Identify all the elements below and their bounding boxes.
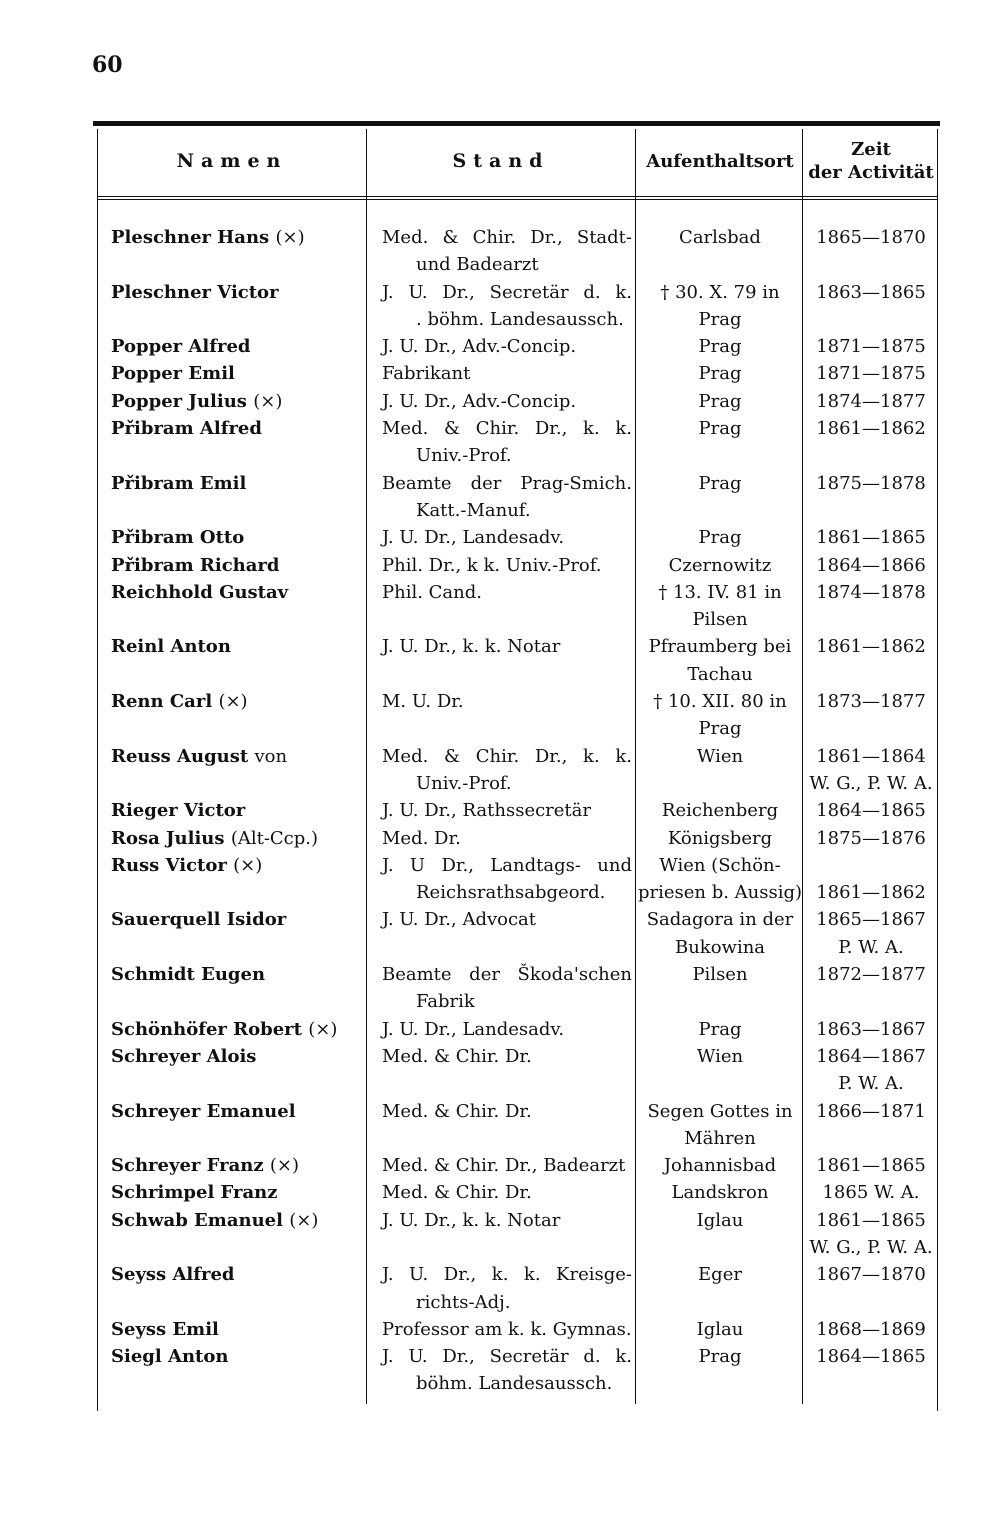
cell-zeit (804, 279, 938, 334)
ort-line: Prag (698, 527, 742, 549)
cell-stand (366, 333, 636, 360)
cell-name (98, 825, 366, 852)
cell-stand (366, 1152, 636, 1179)
cell-name (98, 961, 366, 1016)
cell-zeit (804, 1343, 938, 1398)
person-name: Popper Emil (111, 363, 235, 385)
cell-stand (366, 360, 636, 387)
cell-name (98, 360, 366, 387)
person-name: Schreyer Alois (111, 1045, 257, 1067)
ort-line: Iglau (696, 1209, 744, 1231)
name-suffix: (Alt-Ccp.) (230, 827, 319, 849)
name-suffix: (×) (289, 1209, 319, 1231)
cell-aufenthaltsort (636, 852, 804, 907)
cell-aufenthaltsort (636, 333, 804, 360)
cell-stand (366, 224, 636, 279)
zeit-line: 1863—1865 (816, 281, 926, 303)
ort-line: Wien (696, 745, 744, 767)
stand-line: J. U. Dr., Secretär d. k. (382, 1346, 632, 1368)
person-name: Pleschner Hans (111, 227, 270, 248)
cell-aufenthaltsort (636, 360, 804, 387)
zeit-line: 1875—1878 (816, 472, 926, 494)
ort-line: Segen Gottes in (647, 1100, 793, 1122)
stand-line: Med. & Chir. Dr. (382, 1182, 532, 1204)
cell-aufenthaltsort (636, 470, 804, 525)
stand-line: J. U. Dr., k. k. Notar (382, 1209, 561, 1231)
stand-line: Reichsrathsabgeord. (416, 882, 606, 904)
cell-stand (366, 1343, 636, 1398)
ort-line: Prag (698, 336, 742, 358)
table-row (98, 1343, 938, 1398)
ort-line: Bukowina (674, 936, 766, 958)
cell-zeit (804, 1016, 938, 1043)
ort-line: † 13. IV. 81 in (658, 581, 782, 603)
cell-zeit (804, 224, 938, 279)
cell-aufenthaltsort (636, 279, 804, 334)
cell-zeit (804, 1152, 938, 1179)
cell-zeit (804, 1316, 938, 1343)
stand-line: M. U. Dr. (382, 691, 464, 713)
ort-line: Sadagora in der (646, 909, 794, 931)
cell-name (98, 633, 366, 688)
zeit-line: 1863—1867 (816, 1018, 926, 1040)
person-name: Rieger Victor (111, 800, 246, 822)
zeit-line: 1872—1877 (816, 964, 926, 986)
zeit-line: 1871—1875 (816, 363, 926, 385)
stand-line: Univ.-Prof. (416, 445, 512, 467)
name-suffix: (×) (269, 1155, 299, 1177)
ort-line: Prag (698, 363, 742, 385)
header-zeit (804, 129, 938, 193)
stand-line: J. U. Dr., Rathssecretär (382, 800, 592, 822)
cell-name (98, 279, 366, 334)
stand-line: Univ.-Prof. (416, 772, 512, 794)
cell-stand (366, 852, 636, 907)
zeit-line: 1865—1867 (816, 909, 926, 931)
page-number: 60 (92, 52, 123, 78)
table-row (98, 906, 938, 961)
cell-zeit (804, 579, 938, 634)
cell-zeit (804, 688, 938, 743)
person-name: Přibram Otto (111, 527, 245, 549)
table-row (98, 1261, 938, 1316)
stand-line: Phil. Dr., k k. Univ.-Prof. (382, 554, 602, 576)
cell-aufenthaltsort (636, 1316, 804, 1343)
cell-stand (366, 415, 636, 470)
person-name: Přibram Alfred (111, 418, 262, 440)
person-name: Přibram Emil (111, 472, 247, 494)
zeit-line: 1874—1877 (816, 390, 926, 412)
ort-line: Prag (698, 1346, 742, 1368)
cell-stand (366, 1098, 636, 1153)
cell-aufenthaltsort (636, 1261, 804, 1316)
cell-stand (366, 1207, 636, 1262)
person-name: Schönhöfer Robert (111, 1018, 302, 1040)
cell-stand (366, 688, 636, 743)
table-row (98, 524, 938, 551)
person-name: Schwab Emanuel (111, 1209, 283, 1231)
cell-aufenthaltsort (636, 688, 804, 743)
ort-line: † 30. X. 79 in (660, 281, 780, 303)
zeit-line: W. G., P. W. A. (809, 772, 933, 794)
header-rule (98, 196, 938, 200)
cell-name (98, 688, 366, 743)
stand-line: J. U Dr., Landtags- und (382, 854, 632, 876)
cell-stand (366, 743, 636, 798)
cell-zeit (804, 360, 938, 387)
cell-stand (366, 1316, 636, 1343)
ort-line: Prag (698, 308, 742, 330)
ort-line: Prag (698, 718, 742, 740)
zeit-line (804, 852, 938, 879)
stand-line: J. U. Dr., k. k. Notar (382, 636, 561, 658)
stand-line: Phil. Cand. (382, 581, 483, 603)
cell-zeit (804, 797, 938, 824)
stand-line: richts-Adj. (416, 1291, 511, 1313)
zeit-line: W. G., P. W. A. (809, 1236, 933, 1258)
person-name: Schrimpel Franz (111, 1182, 278, 1204)
header-aufenthaltsort: Aufenthaltsort (646, 150, 794, 172)
cell-stand (366, 906, 636, 961)
cell-aufenthaltsort (636, 633, 804, 688)
stand-line: J. U. Dr., k. k. Kreisge- (382, 1264, 632, 1286)
person-name: Rosa Julius (111, 827, 225, 849)
cell-stand (366, 961, 636, 1016)
top-rule (93, 121, 940, 126)
table-row (98, 279, 938, 334)
cell-stand (366, 1016, 636, 1043)
table-row (98, 825, 938, 852)
stand-line: Beamte der Prag-Smich. (382, 472, 632, 494)
zeit-line: 1864—1866 (816, 554, 926, 576)
cell-zeit (804, 1261, 938, 1316)
header-zeit-line1: Zeit (851, 139, 891, 160)
zeit-line: 1861—1865 (816, 1155, 926, 1177)
stand-line: . böhm. Landesaussch. (416, 308, 624, 330)
ort-line: priesen b. Aussig) (637, 882, 803, 904)
cell-name (98, 524, 366, 551)
name-suffix: (×) (275, 227, 305, 248)
table-row (98, 470, 938, 525)
zeit-line: 1861—1862 (816, 418, 926, 440)
ort-line: Mähren (684, 1127, 756, 1149)
cell-stand (366, 797, 636, 824)
cell-aufenthaltsort (636, 1098, 804, 1153)
ort-line: Carlsbad (679, 227, 761, 248)
cell-stand (366, 552, 636, 579)
name-suffix: (×) (308, 1018, 338, 1040)
cell-aufenthaltsort (636, 224, 804, 279)
cell-name (98, 1207, 366, 1262)
zeit-line: 1861—1865 (816, 527, 926, 549)
person-name: Renn Carl (111, 691, 213, 713)
person-name: Přibram Richard (111, 554, 280, 576)
cell-name (98, 552, 366, 579)
cell-name (98, 415, 366, 470)
zeit-line: 1861—1862 (816, 636, 926, 658)
zeit-line: 1861—1862 (816, 882, 926, 904)
cell-aufenthaltsort (636, 1207, 804, 1262)
zeit-line: 1864—1865 (816, 800, 926, 822)
table-row (98, 1207, 938, 1262)
stand-line: J. U. Dr., Landesadv. (382, 1018, 565, 1040)
ort-line: Königsberg (667, 827, 773, 849)
stand-line: J. U. Dr., Adv.-Concip. (382, 390, 577, 412)
ort-line: Iglau (696, 1318, 744, 1340)
stand-line: J. U. Dr., Advocat (382, 909, 537, 931)
stand-line: Fabrik (416, 991, 475, 1013)
ort-line: Tachau (687, 663, 753, 685)
table-row (98, 688, 938, 743)
cell-name (98, 797, 366, 824)
stand-line: und Badearzt (416, 254, 539, 276)
zeit-line: 1865—1870 (816, 227, 926, 248)
cell-zeit (804, 1098, 938, 1153)
cell-zeit (804, 1179, 938, 1206)
stand-line: Fabrikant (382, 363, 471, 385)
ort-line: Eger (698, 1264, 742, 1286)
cell-name (98, 1316, 366, 1343)
cell-stand (366, 388, 636, 415)
cell-zeit (804, 1043, 938, 1098)
ort-line: Landskron (671, 1182, 769, 1204)
stand-line: Professor am k. k. Gymnas. (382, 1318, 632, 1340)
cell-stand (366, 470, 636, 525)
ort-line: Prag (698, 472, 742, 494)
stand-line: Med. & Chir. Dr., k. k. (382, 418, 632, 440)
cell-zeit (804, 470, 938, 525)
ort-line: † 10. XII. 80 in (653, 691, 787, 713)
zeit-line: 1861—1865 (816, 1209, 926, 1231)
stand-line: Med. & Chir. Dr., k. k. (382, 745, 632, 767)
cell-zeit (804, 388, 938, 415)
table-row (98, 961, 938, 1016)
cell-name (98, 1261, 366, 1316)
cell-aufenthaltsort (636, 415, 804, 470)
stand-line: J. U. Dr., Landesadv. (382, 527, 565, 549)
cell-aufenthaltsort (636, 743, 804, 798)
cell-aufenthaltsort (636, 579, 804, 634)
stand-line: J. U. Dr., Secretär d. k. (382, 281, 632, 303)
cell-name (98, 1179, 366, 1206)
cell-aufenthaltsort (636, 388, 804, 415)
cell-zeit (804, 552, 938, 579)
person-name: Russ Victor (111, 854, 227, 876)
name-suffix: von (254, 745, 288, 767)
cell-aufenthaltsort (636, 1016, 804, 1043)
cell-stand (366, 579, 636, 634)
zeit-line: 1864—1865 (816, 1346, 926, 1368)
zeit-line: 1866—1871 (816, 1100, 926, 1122)
table-row (98, 1152, 938, 1179)
person-name: Seyss Alfred (111, 1264, 235, 1286)
name-suffix: (×) (218, 691, 248, 713)
cell-stand (366, 1043, 636, 1098)
person-name: Siegl Anton (111, 1346, 229, 1368)
header-stand: Stand (452, 149, 550, 172)
name-suffix: (×) (253, 390, 283, 412)
stand-line: Beamte der Škoda'schen (382, 964, 632, 986)
cell-aufenthaltsort (636, 552, 804, 579)
person-name: Schreyer Franz (111, 1155, 264, 1177)
zeit-line: P. W. A. (838, 1073, 904, 1095)
table-row (98, 224, 938, 279)
cell-zeit (804, 524, 938, 551)
cell-zeit (804, 906, 938, 961)
stand-line: Med. & Chir. Dr., Badearzt (382, 1155, 626, 1177)
cell-name (98, 1043, 366, 1098)
table-row (98, 633, 938, 688)
zeit-line: 1867—1870 (816, 1264, 926, 1286)
ort-line: Reichenberg (661, 800, 779, 822)
cell-zeit (804, 825, 938, 852)
cell-aufenthaltsort (636, 797, 804, 824)
zeit-line: 1864—1867 (816, 1045, 926, 1067)
table-row (98, 552, 938, 579)
cell-name (98, 852, 366, 907)
table-row (98, 388, 938, 415)
table-row (98, 1098, 938, 1153)
zeit-line: 1873—1877 (816, 691, 926, 713)
person-name: Popper Julius (111, 390, 247, 412)
cell-aufenthaltsort (636, 906, 804, 961)
ort-line: Johannisbad (663, 1155, 777, 1177)
cell-aufenthaltsort (636, 1043, 804, 1098)
zeit-line: 1861—1864 (816, 745, 926, 767)
cell-zeit (804, 633, 938, 688)
cell-name (98, 1152, 366, 1179)
table-row (98, 797, 938, 824)
ort-line: Pilsen (692, 609, 748, 631)
stand-line: Med. & Chir. Dr. (382, 1100, 532, 1122)
name-suffix: (×) (233, 854, 263, 876)
stand-line: Med. & Chir. Dr. (382, 1045, 532, 1067)
table-row (98, 415, 938, 470)
zeit-line: P. W. A. (838, 936, 904, 958)
person-name: Reinl Anton (111, 636, 231, 658)
table-row (98, 1316, 938, 1343)
cell-name (98, 579, 366, 634)
person-name: Schreyer Emanuel (111, 1100, 296, 1122)
table-row (98, 333, 938, 360)
cell-aufenthaltsort (636, 524, 804, 551)
person-name: Popper Alfred (111, 336, 251, 358)
stand-line: J. U. Dr., Adv.-Concip. (382, 336, 577, 358)
cell-stand (366, 524, 636, 551)
cell-zeit (804, 1207, 938, 1262)
header-namen: Namen (176, 149, 288, 172)
cell-aufenthaltsort (636, 1343, 804, 1398)
cell-name (98, 388, 366, 415)
cell-aufenthaltsort (636, 1152, 804, 1179)
zeit-line: 1875—1876 (816, 827, 926, 849)
cell-name (98, 1016, 366, 1043)
cell-stand (366, 825, 636, 852)
cell-zeit (804, 961, 938, 1016)
ort-line: Czernowitz (668, 554, 772, 576)
person-name: Reuss August (111, 745, 249, 767)
cell-aufenthaltsort (636, 1179, 804, 1206)
ort-line: Prag (698, 418, 742, 440)
table-row (98, 360, 938, 387)
cell-zeit (804, 743, 938, 798)
zeit-line: 1874—1878 (816, 581, 926, 603)
cell-aufenthaltsort (636, 825, 804, 852)
zeit-line: 1871—1875 (816, 336, 926, 358)
cell-aufenthaltsort (636, 961, 804, 1016)
cell-name (98, 224, 366, 279)
table-row (98, 1016, 938, 1043)
cell-zeit (804, 852, 938, 907)
header-zeit-line2: der Activität (808, 162, 934, 183)
person-name: Seyss Emil (111, 1318, 219, 1340)
person-name: Reichhold Gustav (111, 581, 289, 603)
table-header (98, 129, 938, 193)
stand-line: Med. Dr. (382, 827, 461, 849)
cell-zeit (804, 333, 938, 360)
cell-name (98, 1098, 366, 1153)
cell-stand (366, 633, 636, 688)
cell-name (98, 470, 366, 525)
table-row (98, 579, 938, 634)
ort-line: Wien (696, 1045, 744, 1067)
cell-name (98, 743, 366, 798)
table-row (98, 1043, 938, 1098)
ort-line: Prag (698, 1018, 742, 1040)
zeit-line: 1865 W. A. (822, 1182, 920, 1204)
table-row (98, 1179, 938, 1206)
cell-stand (366, 1261, 636, 1316)
table-row (98, 852, 938, 907)
stand-line: Katt.-Manuf. (416, 499, 531, 521)
cell-stand (366, 279, 636, 334)
ort-line: Prag (698, 390, 742, 412)
table-row (98, 743, 938, 798)
cell-name (98, 333, 366, 360)
ort-line: Wien (Schön- (659, 854, 781, 876)
ort-line: Pilsen (692, 964, 748, 986)
table-body (98, 224, 938, 1398)
cell-name (98, 906, 366, 961)
stand-line: böhm. Landesaussch. (416, 1373, 613, 1395)
person-name: Pleschner Victor (111, 281, 279, 303)
zeit-line: 1868—1869 (816, 1318, 926, 1340)
stand-line: Med. & Chir. Dr., Stadt- (382, 227, 632, 248)
person-name: Schmidt Eugen (111, 964, 266, 986)
cell-name (98, 1343, 366, 1398)
ort-line: Pfraumberg bei (648, 636, 792, 658)
cell-zeit (804, 415, 938, 470)
person-name: Sauerquell Isidor (111, 909, 287, 931)
cell-stand (366, 1179, 636, 1206)
